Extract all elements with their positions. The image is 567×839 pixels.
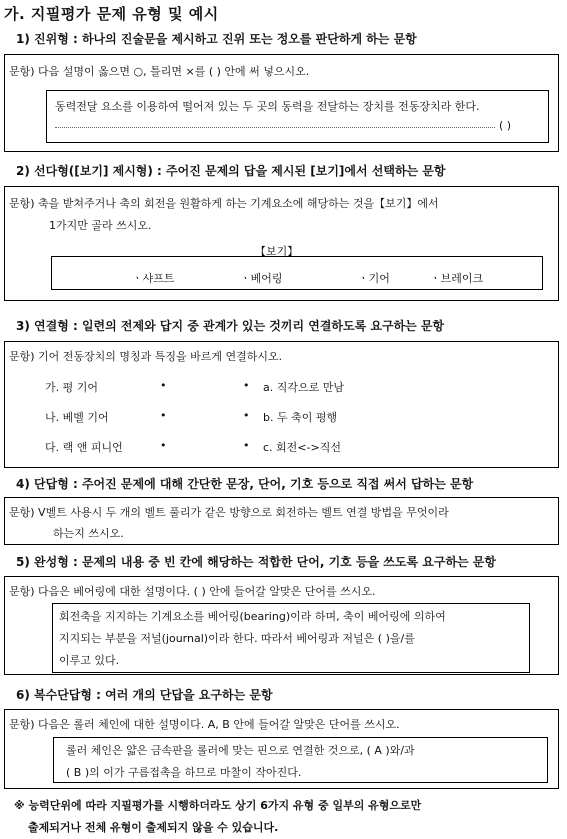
- match-bullet: •: [243, 409, 250, 422]
- section-5-passage-line1: 회전축을 지지하는 기계요소를 베어링(bearing)이라 하며, 축이 베어링에 의하여: [59, 610, 446, 623]
- section-3-question: 문항) 기어 전동장치의 명칭과 특징을 바르게 연결하시오.: [9, 350, 283, 363]
- section-6-passage-box: [53, 737, 548, 783]
- section-4-box: [4, 497, 559, 545]
- bogi-option: ㆍ샤프트: [132, 272, 175, 285]
- section-5-question: 문항) 다음은 베어링에 대한 설명이다. ( ) 안에 들어갈 알맞은 단어를 쓰시오.: [9, 585, 376, 598]
- match-bullet: •: [160, 379, 167, 392]
- section-5-passage-line2: 지지되는 부분을 저널(journal)이라 한다. 따라서 베어링과 저널은 ( )을/를: [59, 632, 415, 645]
- section-2-question-line1: 문항) 축을 받쳐주거나 축의 회전을 원활하게 하는 기계요소에 해당하는 것을【보기】에서: [9, 197, 439, 210]
- section-4-heading: 4) 단답형 : 주어진 문제에 대해 간단한 문장, 단어, 기호 등으로 직접 써서 답하는 문항: [16, 477, 474, 491]
- match-right-item: b. 두 축이 평행: [263, 411, 338, 424]
- section-5-passage-box: [52, 603, 530, 673]
- match-left-item: 나. 베벨 기어: [45, 411, 109, 424]
- match-left-item: 다. 랙 앤 피니언: [45, 441, 123, 454]
- section-6-heading: 6) 복수단답형 : 여러 개의 단답을 요구하는 문항: [16, 688, 273, 702]
- match-bullet: •: [160, 439, 167, 452]
- section-6-question: 문항) 다음은 롤러 체인에 대한 설명이다. A, B 안에 들어갈 알맞은 단어를 쓰시오.: [9, 718, 400, 731]
- section-6-passage-line2: ( B )의 이가 구름접촉을 하므로 마찰이 작아진다.: [66, 766, 302, 779]
- match-right-item: c. 회전<->직선: [263, 441, 341, 454]
- section-5-heading: 5) 완성형 : 문제의 내용 중 빈 칸에 해당하는 적합한 단어, 기호 등을 쓰도록 요구하는 문항: [16, 555, 496, 569]
- match-left-item: 가. 평 기어: [45, 381, 98, 394]
- section-1-question: 문항) 다음 설명이 옳으면 ○, 틀리면 ×를 ( ) 안에 써 넣으시오.: [9, 65, 310, 78]
- bogi-option: ㆍ브레이크: [430, 272, 484, 285]
- match-right-item: a. 직각으로 만남: [263, 381, 344, 394]
- match-bullet: •: [243, 379, 250, 392]
- section-6-box: [4, 709, 559, 789]
- page-title: 가. 지필평가 문제 유형 및 예시: [4, 5, 219, 23]
- bogi-title: 【보기】: [255, 245, 299, 258]
- section-5-box: [4, 576, 559, 675]
- section-4-question-line1: 문항) V벨트 사용시 두 개의 벨트 풀리가 같은 방향으로 회전하는 벨트 연결 방법을 무엇이라: [9, 506, 449, 519]
- section-4-question-line2: 하는지 쓰시오.: [53, 527, 124, 540]
- section-1-dotted-leader: [55, 127, 495, 128]
- section-2-box: [4, 186, 559, 301]
- footnote-line2: 출제되거나 전체 유형이 출제되지 않을 수 있습니다.: [28, 821, 279, 834]
- section-5-passage-line3: 이루고 있다.: [59, 654, 120, 667]
- match-bullet: •: [160, 409, 167, 422]
- footnote-line1: ※ 능력단위에 따라 지필평가를 시행하더라도 상기 6가지 유형 중 일부의 유형으로만: [14, 799, 422, 812]
- section-1-statement: 동력전달 요소를 이용하여 떨어져 있는 두 곳의 동력을 전달하는 장치를 전동장치라 한다.: [55, 100, 480, 113]
- bogi-option: ㆍ기어: [358, 272, 390, 285]
- match-bullet: •: [243, 439, 250, 452]
- bogi-box: [51, 256, 543, 290]
- section-6-passage-line1: 롤러 체인은 얇은 금속판을 롤러에 맞는 핀으로 연결한 것으로, ( A )와/과: [66, 744, 415, 757]
- bogi-option: ㆍ베어링: [240, 272, 283, 285]
- section-1-answer-blank: ( ): [499, 119, 512, 132]
- section-3-heading: 3) 연결형 : 일련의 전제와 답지 중 관계가 있는 것끼리 연결하도록 요구하는 문항: [16, 319, 445, 333]
- section-2-heading: 2) 선다형([보기] 제시형) : 주어진 문제의 답을 제시된 [보기]에서 선택하는 문항: [16, 164, 446, 178]
- section-2-question-line2: 1가지만 골라 쓰시오.: [49, 219, 152, 232]
- section-1-heading: 1) 진위형 : 하나의 진술문을 제시하고 진위 또는 정오를 판단하게 하는 문항: [16, 32, 417, 46]
- section-3-box: [4, 341, 559, 468]
- section-1-box: [4, 54, 559, 152]
- section-1-statement-box: [46, 90, 549, 143]
